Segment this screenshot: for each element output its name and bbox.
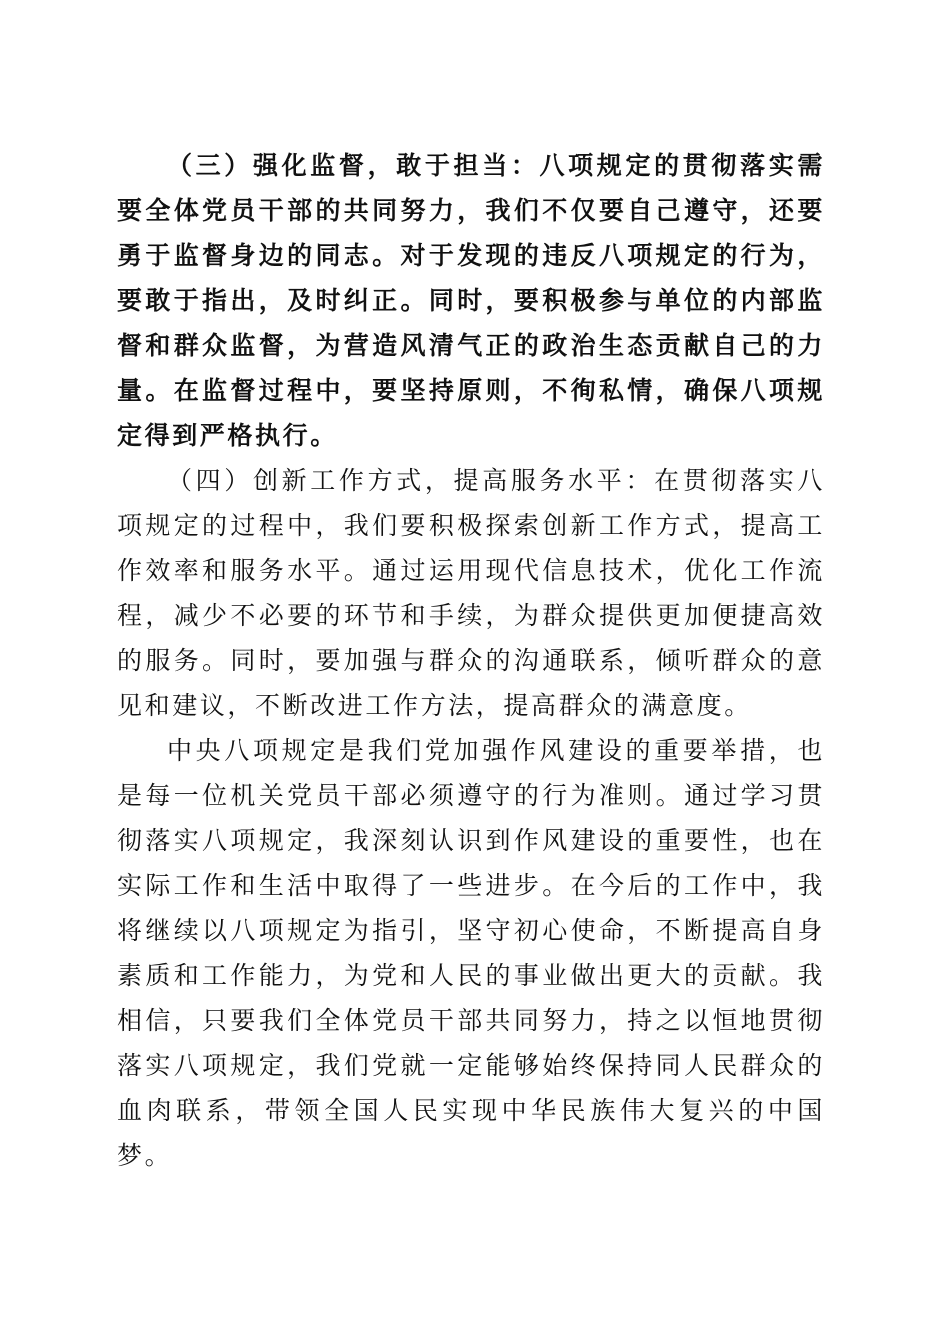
paragraph-section-4: （四）创新工作方式，提高服务水平：在贯彻落实八项规定的过程中，我们要积极探索创新工作方式，提高工作效率和服务水平。通过运用现代信息技术，优化工作流程，减少不必要的环节和手续，为群众提供更加便捷高效的服务。同时，要加强与群众的沟通联系，倾听群众的意见和建议，不断改进工作方法，提高群众的满意度。: [117, 466, 825, 720]
paragraph-section-3: （三）强化监督，敢于担当：八项规定的贯彻落实需要全体党员干部的共同努力，我们不仅要自己遵守，还要勇于监督身边的同志。对于发现的违反八项规定的行为，要敢于指出，及时纠正。同时，要积极参与单位的内部监督和群众监督，为营造风清气正的政治生态贡献自己的力量。在监督过程中，要坚持原则，不徇私情，确保八项规定得到严格执行。: [117, 151, 825, 450]
paragraph-conclusion: 中央八项规定是我们党加强作风建设的重要举措，也是每一位机关党员干部必须遵守的行为准则。通过学习贯彻落实八项规定，我深刻认识到作风建设的重要性，也在实际工作和生活中取得了一些进步。在今后的工作中，我将继续以八项规定为指引，坚守初心使命，不断提高自身素质和工作能力，为党和人民的事业做出更大的贡献。我相信，只要我们全体党员干部共同努力，持之以恒地贯彻落实八项规定，我们党就一定能够始终保持同人民群众的血肉联系，带领全国人民实现中华民族伟大复兴的中国梦。: [117, 736, 825, 1170]
document-body: [117, 143, 825, 1178]
